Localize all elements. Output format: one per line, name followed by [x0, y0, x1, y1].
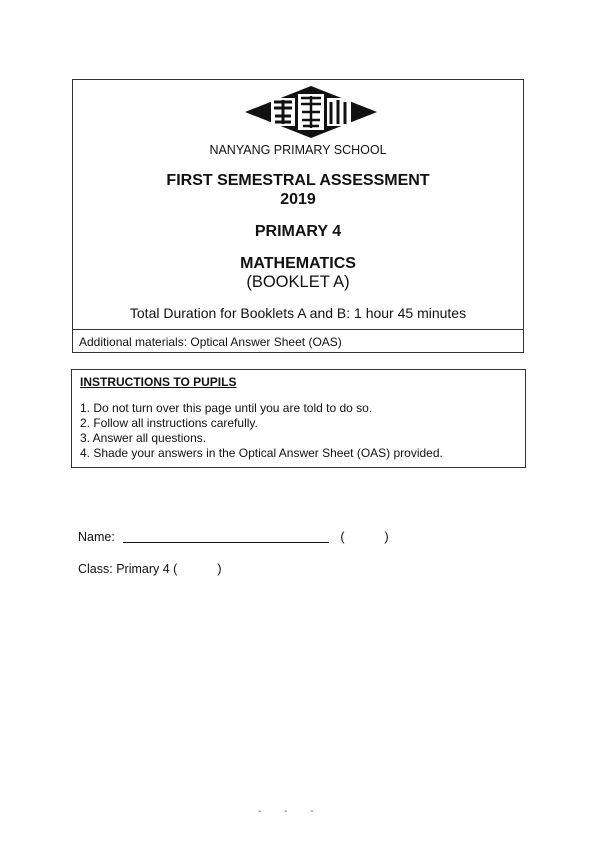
booklet-label: (BOOKLET A)	[246, 273, 350, 291]
instruction-item: 4. Shade your answers in the Optical Answer Sheet (OAS) provided.	[80, 446, 443, 460]
cover-header-box	[72, 79, 524, 353]
name-field-row	[78, 530, 389, 544]
duration-text: Total Duration for Booklets A and B: 1 hour 45 minutes	[129, 305, 467, 321]
page-footer-marks: - - -	[258, 806, 324, 817]
class-close: )	[217, 562, 222, 576]
grade-level: PRIMARY 4	[254, 223, 342, 240]
instructions-heading: INSTRUCTIONS TO PUPILS	[80, 375, 237, 389]
register-number-close: )	[384, 530, 389, 544]
subject-title: MATHEMATICS	[240, 255, 356, 272]
instruction-item: 1. Do not turn over this page until you are told to do so.	[80, 401, 373, 415]
class-label: Class: Primary 4 (	[78, 562, 178, 576]
name-blank-line	[123, 542, 329, 543]
assessment-year: 2019	[280, 191, 316, 208]
instruction-item: 2. Follow all instructions carefully.	[80, 416, 258, 430]
instructions-list	[80, 401, 517, 461]
register-number-open: (	[340, 530, 345, 544]
additional-materials: Additional materials: Optical Answer Sheet (OAS)	[73, 329, 523, 353]
instructions-box	[71, 369, 526, 468]
school-name: NANYANG PRIMARY SCHOOL	[209, 143, 387, 157]
assessment-title: FIRST SEMESTRAL ASSESSMENT	[166, 172, 430, 189]
school-crest-icon	[245, 84, 377, 140]
name-label: Name:	[78, 530, 115, 544]
instruction-item: 3. Answer all questions.	[80, 431, 207, 445]
class-field-row	[78, 562, 222, 576]
